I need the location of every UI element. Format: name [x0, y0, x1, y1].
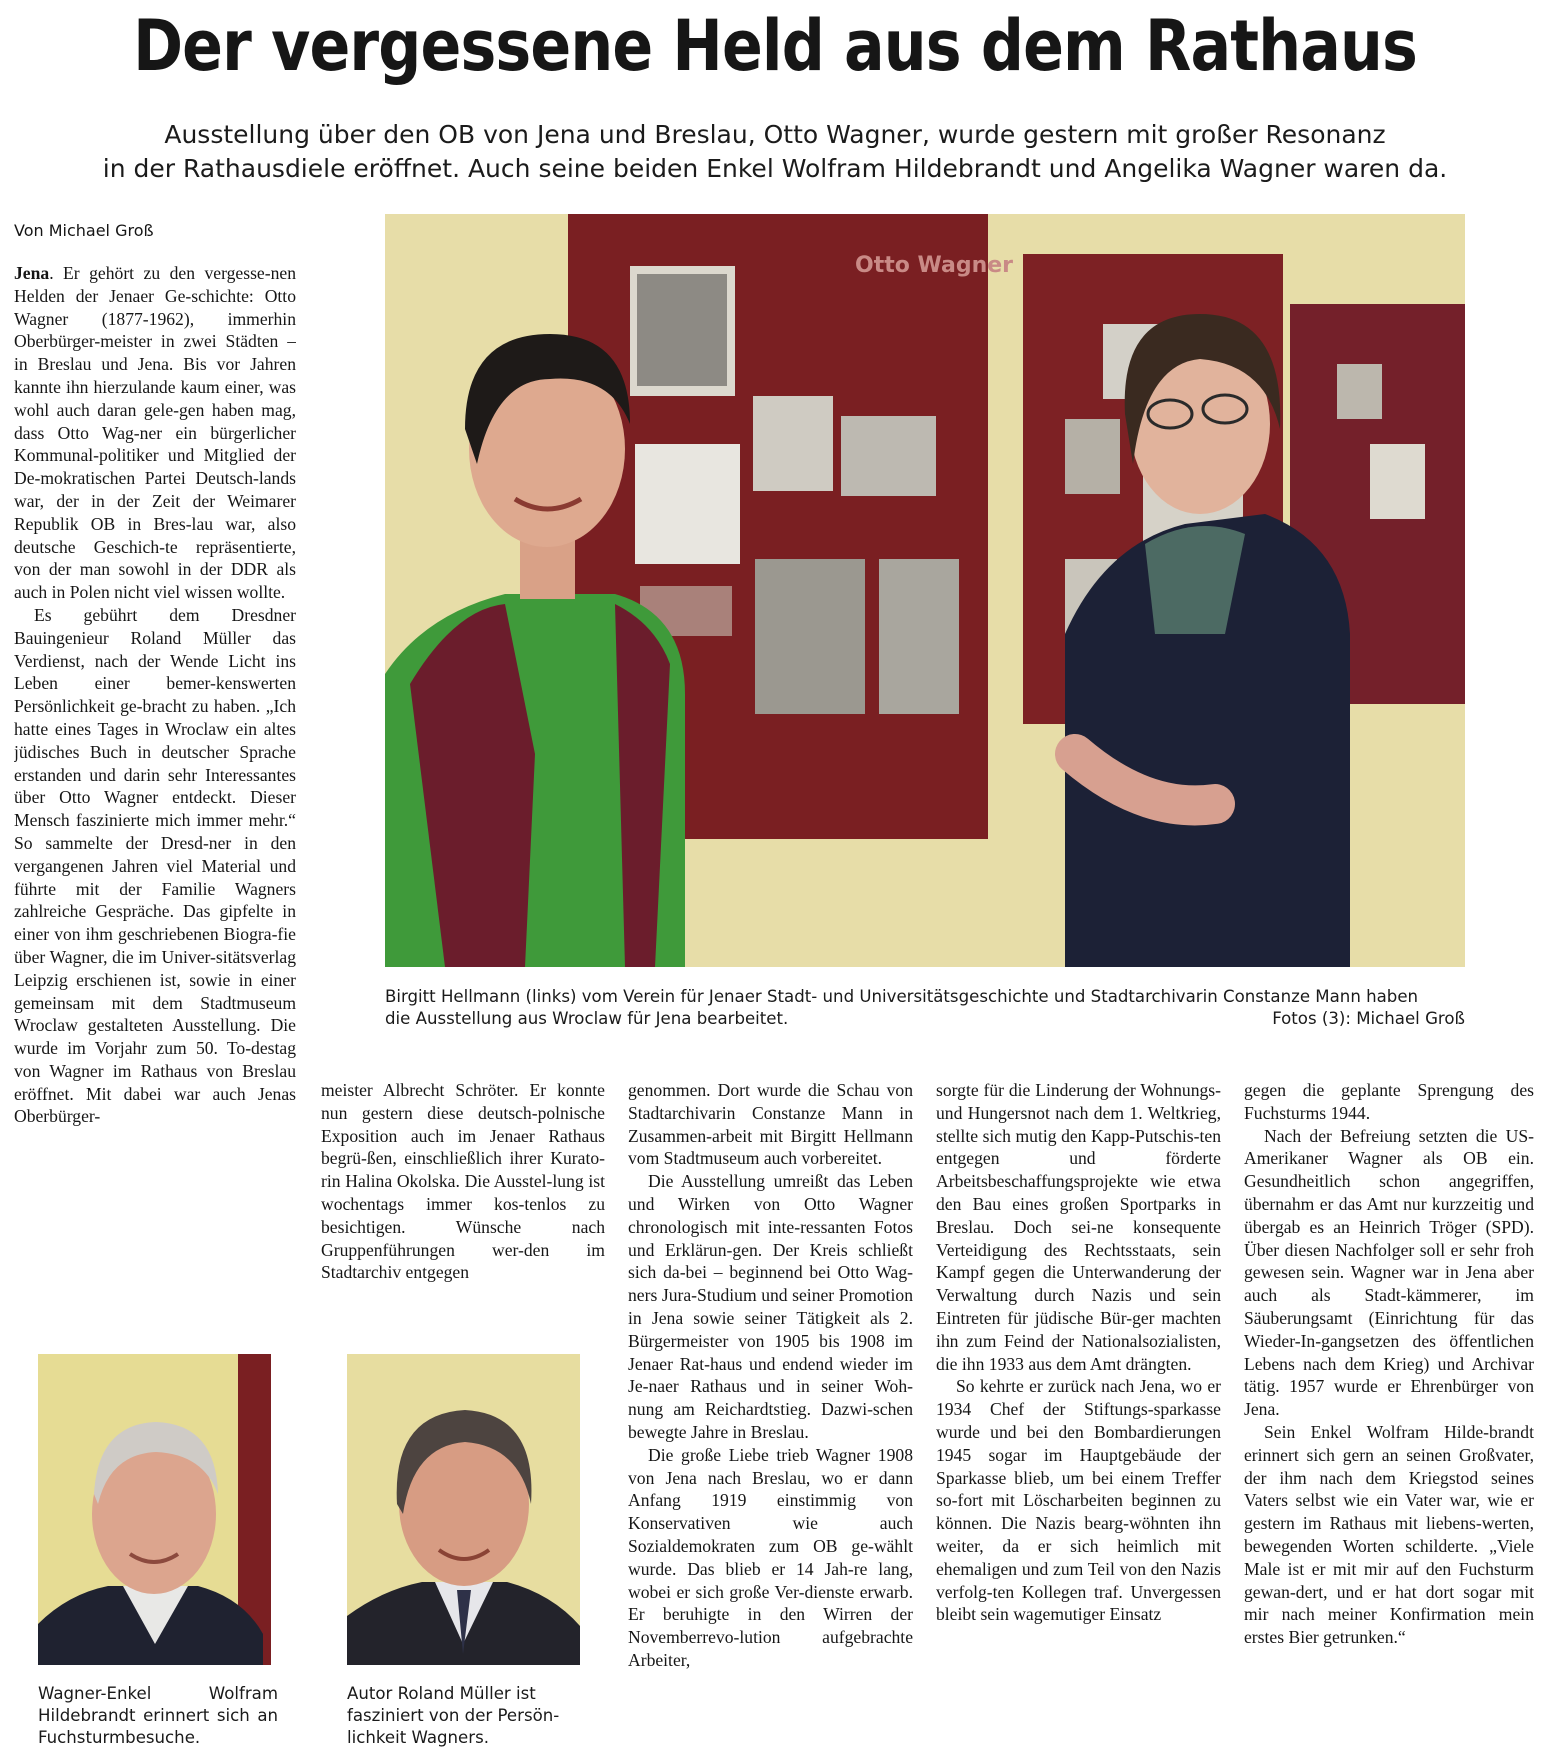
subheadline-line-1: Ausstellung über den OB von Jena und Breslau, Otto Wagner, wurde gestern mit großer Resonanz	[164, 120, 1386, 149]
paragraph-text: . Er gehört zu den vergesse-nen Helden der Jenaer Ge-schichte: Otto Wagner (1877-1962), immerhin Oberbürger-meister in zwei Städten – in Breslau und Jena. Bis vor Jahren kannte ihn hierzulande kaum einer, was wohl auch daran gele-gen haben mag, dass Otto Wag-ner ein bürgerlicher Kommunal-politiker und Mitglied der De-mokratischen Partei Deutsch-lands war, der in der Zeit der Weimarer Republik OB in Bres-lau war, also deutsche Geschich-te repräsentierte, von der man sowohl in der DDR als auch in Polen nicht viel wissen wollte.	[14, 263, 296, 603]
paragraph: So kehrte er zurück nach Jena, wo er 1934 Chef der Stiftungs-sparkasse wurde und bei den Bombardierungen 1945 sogar im Hauptgebäude der Sparkasse blieb, um bei einem Treffer so-fort mit Löscharbeiten beginnen zu können. Die Nazis bearg-wöhnten ihn weiter, da er sich heimlich mit ehemaligen und zum Teil von den Nazis verfolg-ten Kollegen traf. Unvergessen bleibt sein wagemutiger Einsatz	[936, 1376, 1221, 1625]
subheadline	[60, 118, 1490, 186]
portrait-mueller-illustration	[347, 1354, 580, 1665]
portrait-hildebrandt-illustration	[38, 1354, 271, 1665]
photo-credit: Fotos (3): Michael Groß	[1272, 1009, 1465, 1028]
headline: Der vergessene Held aus dem Rathaus	[133, 5, 1417, 87]
subheadline-line-2: in der Rathausdiele eröffnet. Auch seine beiden Enkel Wolfram Hildebrandt und Angelika Wagner waren da.	[102, 154, 1448, 183]
article-column-4	[936, 1079, 1221, 1749]
panel-title: Otto Wagner	[855, 253, 1014, 278]
paragraph: gegen die geplante Sprengung des Fuchsturms 1944.	[1244, 1080, 1534, 1123]
paragraph: genommen. Dort wurde die Schau von Stadtarchivarin Constanze Mann in Zusammen-arbeit mit Birgitt Hellmann vom Stadtmuseum auch vorbereitet.	[628, 1080, 913, 1169]
dateline: Jena	[14, 263, 50, 283]
paragraph: Sein Enkel Wolfram Hilde-brandt erinnert sich gern an seinen Großvater, der ihm nach dem Kriegstod seines Vaters selbst wie ein Vater war, wie er gestern im Rathaus mit liebens-werten, bewegenden Worten schilderte. „Viele Male ist er mit mir auf den Fuchsturm gewan-dert, und er hat dort sogar mit mir nach meiner Konfirmation mein erstes Bier getrunken.“	[1244, 1421, 1534, 1648]
portrait-mueller-caption: Autor Roland Müller ist fasziniert von der Persön-lichkeit Wagners.	[347, 1684, 560, 1747]
byline: Von Michael Groß	[14, 221, 154, 240]
exhibition-photo-illustration	[385, 214, 1465, 967]
paragraph: Die große Liebe trieb Wagner 1908 von Jena nach Breslau, wo er dann Anfang 1919 einstimmig von Konservativen wie auch Sozialdemokraten zum OB ge-wählt wurde. Das blieb er 14 Jah-re lang, wobei er sich große Ver-dienste erwarb. Er beruhigte in den Wirren der Novemberrevo-lution aufgebrachte Arbeiter,	[628, 1444, 913, 1670]
paragraph: Es gebührt dem Dresdner Bauingenieur Roland Müller das Verdienst, nach der Wende Licht ins Leben einer bemer-kenswerten Persönlichkeit ge-bracht zu haben. „Ich hatte eines Tages in Wroclaw ein altes jüdisches Buch in deutscher Sprache erstanden und darin sehr Interessantes über Otto Wagner entdeckt. Dieser Mensch faszinierte mich immer mehr.“ So sammelte der Dresd-ner in den vergangenen Jahren viel Material und führte mit der Familie Wagners zahlreiche Gespräche. Das gipfelte in einer von ihm geschriebenen Biogra-fie über Wagner, die im Univer-sitätsverlag Leipzig erschienen ist, sowie in einer gemeinsam mit dem Stadtmuseum Wroclaw gestalteten Ausstellung. Die wurde im Vorjahr zum 50. To-destag von Wagner im Rathaus von Breslau eröffnet. Mit dabei war auch Jenas Oberbürger-	[14, 604, 296, 1127]
article-column-5	[1244, 1079, 1534, 1749]
portrait-hildebrandt	[38, 1354, 271, 1665]
paragraph: Die Ausstellung umreißt das Leben und Wirken von Otto Wagner chronologisch mit inte-ressanten Fotos und Erklärun-gen. Der Kreis schließt sich da-bei – beginnend bei Otto Wag-ners Jura-Studium und seiner Promotion in Jena sowie seiner Tätigkeit als 2. Bürgermeister von 1905 bis 1908 im Jenaer Rat-haus und endend wieder im Je-naer Rathaus und in seiner Woh-nung am Reichardtstieg. Dazwi-schen bewegte Jahre in Breslau.	[628, 1171, 913, 1442]
article-column-1	[14, 262, 296, 1312]
caption-line-2: die Ausstellung aus Wroclaw für Jena bearbeitet.	[385, 1009, 789, 1028]
article-column-3	[628, 1079, 913, 1749]
main-photo-caption	[385, 986, 1465, 1030]
paragraph: Nach der Befreiung setzten die US-Amerikaner Wagner als OB ein. Gesundheitlich schon angegriffen, übernahm er das Amt nur kurzzeitig und übergab es an Heinrich Tröger (SPD). Über diesen Nachfolger soll er sehr froh gewesen sein. Wagner war in Jena aber auch als Stadt-kämmerer, im Säuberungsamt (Einrichtung für das Wieder-In-gangsetzen des öffentlichen Lebens nach dem Krieg) und Archivar tätig. 1957 wurde er Ehrenbürger von Jena.	[1244, 1125, 1534, 1420]
caption-line-1: Birgitt Hellmann (links) vom Verein für Jenaer Stadt- und Universitätsgeschichte und Stadtarchivarin Constanze Mann haben	[385, 987, 1419, 1006]
paragraph: meister Albrecht Schröter. Er konnte nun gestern diese deutsch-polnische Exposition auch im Jenaer Rathaus begrü-ßen, einschließlich ihrer Kurato-rin Halina Okolska. Die Ausstel-lung ist wochentags immer kos-tenlos zu besichtigen. Wünsche nach Gruppenführungen wer-den im Stadtarchiv entgegen	[321, 1080, 605, 1283]
portrait-mueller	[347, 1354, 580, 1665]
paragraph	[14, 262, 296, 604]
main-photo	[385, 214, 1465, 967]
paragraph: sorgte für die Linderung der Wohnungs- und Hungersnot nach dem 1. Weltkrieg, stellte sich mutig den Kapp-Putschis-ten entgegen und förderte Arbeitsbeschaffungsprojekte wie etwa den Bau eines großen Sportparks in Breslau. Doch sei-ne konsequente Verteidigung des Rechtsstaats, sein Kampf gegen die Unterwanderung der Verwaltung durch Nazis und sein Eintreten für jüdische Bür-ger machten ihn zum Feind der Nationalsozialisten, die ihn 1933 aus dem Amt drängten.	[936, 1080, 1221, 1374]
article-column-2	[321, 1079, 605, 1319]
portrait-hildebrandt-caption: Wagner-Enkel Wolfram Hildebrandt erinnert sich an Fuchsturmbesuche.	[38, 1684, 278, 1747]
